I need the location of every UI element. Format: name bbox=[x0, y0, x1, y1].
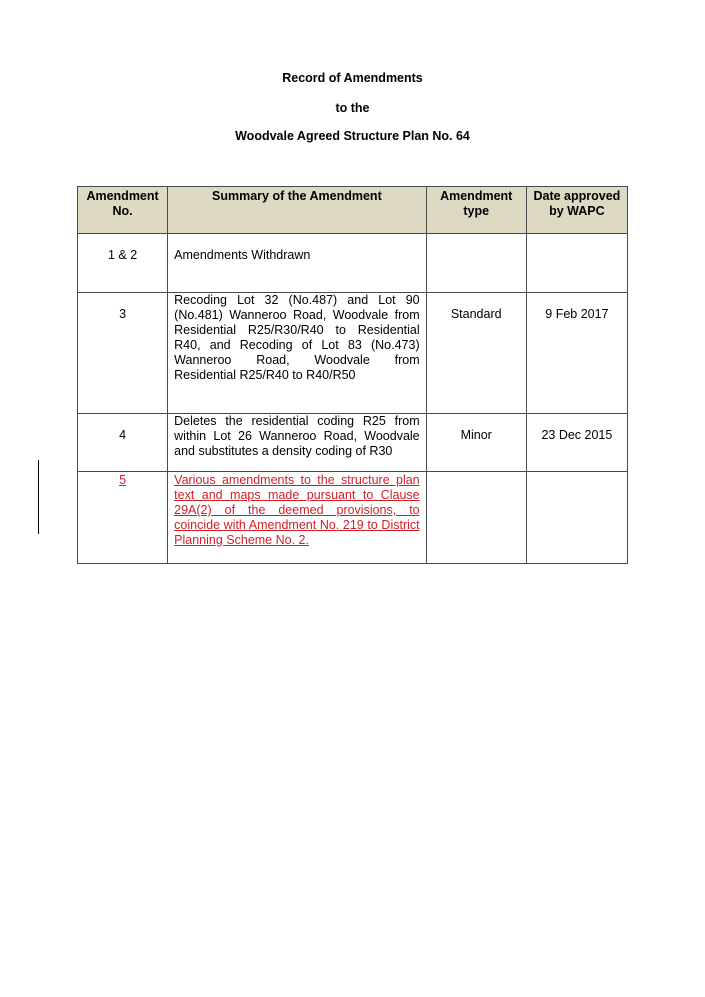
cell-date: 9 Feb 2017 bbox=[526, 293, 627, 414]
cell-type: Minor bbox=[426, 414, 526, 472]
cell-amendment-no: 3 bbox=[78, 293, 168, 414]
document-title: Record of Amendments bbox=[282, 71, 423, 85]
cell-type bbox=[426, 472, 526, 564]
cell-amendment-no: 5 bbox=[78, 472, 168, 564]
cell-date bbox=[526, 234, 627, 293]
cell-type: Standard bbox=[426, 293, 526, 414]
table-row bbox=[78, 472, 628, 564]
cell-type bbox=[426, 234, 526, 293]
header-amendment-type: Amendment type bbox=[426, 187, 526, 234]
cell-summary: Various amendments to the structure plan text and maps made pursuant to Clause 29A(2) of the deemed provisions, to coincide with Amendment No. 219 to District Planning Scheme No. 2. bbox=[168, 472, 426, 564]
cell-date: 23 Dec 2015 bbox=[526, 414, 627, 472]
cell-summary: Deletes the residential coding R25 from within Lot 26 Wanneroo Road, Woodvale and substitutes a density coding of R30 bbox=[168, 414, 426, 472]
table-row bbox=[78, 234, 628, 293]
cell-amendment-no: 1 & 2 bbox=[78, 234, 168, 293]
header-amendment-no: Amendment No. bbox=[78, 187, 168, 234]
document-subtitle-connector: to the bbox=[335, 101, 370, 115]
cell-amendment-no: 4 bbox=[78, 414, 168, 472]
document-plan-name: Woodvale Agreed Structure Plan No. 64 bbox=[235, 129, 470, 143]
table-row bbox=[78, 414, 628, 472]
cell-summary: Amendments Withdrawn bbox=[168, 234, 426, 293]
amendments-table bbox=[77, 186, 628, 564]
header-date-approved: Date approved by WAPC bbox=[526, 187, 627, 234]
revision-change-bar bbox=[38, 460, 39, 534]
cell-date bbox=[526, 472, 627, 564]
table-header-row bbox=[78, 187, 628, 234]
table-row bbox=[78, 293, 628, 414]
cell-summary: Recoding Lot 32 (No.487) and Lot 90 (No.481) Wanneroo Road, Woodvale from Residential R25/R30/R40 to Residential R40, and Recoding of Lot 83 (No.473) Wanneroo Road, Woodvale from Residential R25/R40 to R40/R50 bbox=[168, 293, 426, 414]
header-summary: Summary of the Amendment bbox=[168, 187, 426, 234]
